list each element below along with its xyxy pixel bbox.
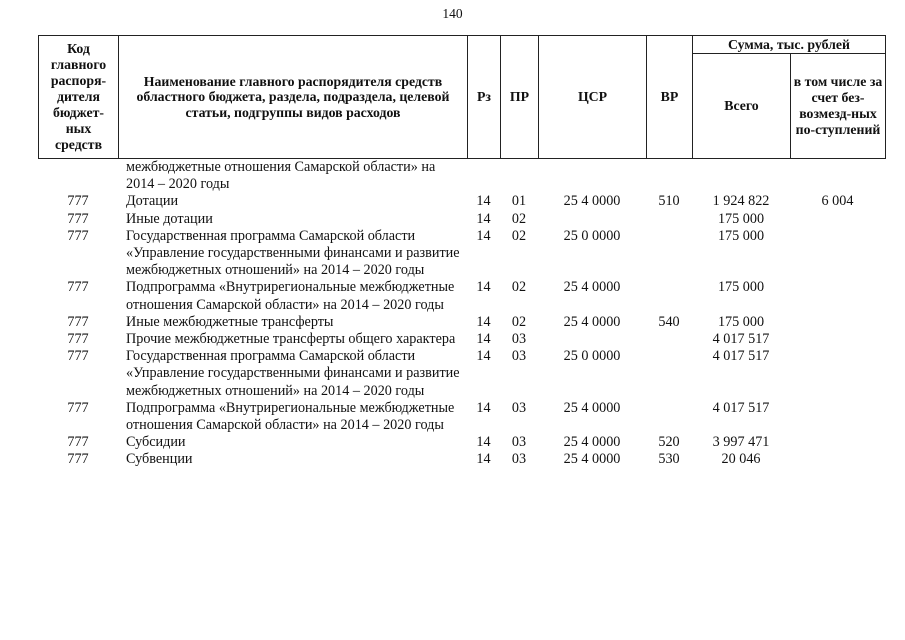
row-pr: 01 [511,193,527,210]
row-vr [646,228,692,280]
row-total: 175 000 [717,279,765,296]
row-vr [646,331,692,348]
table-row [38,400,885,434]
row-csr [538,159,646,193]
row-pr: 03 [511,331,527,348]
row-vr: 530 [658,451,680,468]
row-total: 175 000 [717,210,765,227]
row-rz: 14 [476,451,491,468]
row-name: Иные межбюджетные трансферты [126,313,334,330]
row-rz: 14 [476,434,491,451]
row-free-receipts [790,314,885,331]
row-rz: 14 [476,313,491,330]
row-pr: 02 [511,210,527,227]
row-csr: 25 4 0000 [563,434,621,451]
row-code: 777 [67,399,89,416]
header-free-receipts: в том числе за счет без-возмезд-ных по-ступлений [791,54,886,159]
row-total: 3 997 471 [712,434,770,451]
row-total: 175 000 [717,313,765,330]
row-code: 777 [67,210,89,227]
row-vr [646,400,692,434]
row-csr: 25 4 0000 [563,279,621,296]
row-csr: 25 4 0000 [563,313,621,330]
table-row [38,348,885,400]
header-vr: ВР [647,36,693,159]
row-code: 777 [67,331,89,348]
row-code: 777 [67,279,89,296]
row-vr: 510 [658,193,680,210]
row-pr [500,159,538,193]
row-csr: 25 0 0000 [563,348,621,365]
row-rz: 14 [476,193,491,210]
row-pr: 03 [511,451,527,468]
table-row [38,159,885,193]
row-pr: 03 [511,399,527,416]
row-vr [646,211,692,228]
row-total: 1 924 822 [712,193,770,210]
row-free-receipts [790,400,885,434]
row-vr [646,159,692,193]
row-name: Государственная программа Самарской области «Управление государственными финансами и развитие межбюджетных отношений» на 2014 – 2020 годы [126,227,460,279]
row-total [692,159,790,193]
row-csr: 25 4 0000 [563,193,621,210]
row-name: межбюджетные отношения Самарской области» на 2014 – 2020 годы [126,159,436,193]
row-free-receipts [790,331,885,348]
row-pr: 03 [511,434,527,451]
row-name: Государственная программа Самарской области «Управление государственными финансами и развитие межбюджетных отношений» на 2014 – 2020 годы [126,348,460,399]
row-name: Подпрограмма «Внутрирегиональные межбюджетные отношения Самарской области» на 2014 – 2020 годы [126,399,455,434]
row-name: Прочие межбюджетные трансферты общего характера [126,331,456,348]
row-pr: 03 [511,348,527,365]
table-header [38,35,886,159]
row-total: 4 017 517 [712,399,770,416]
table-row [38,451,885,468]
row-rz: 14 [476,210,491,227]
table-row [38,314,885,331]
row-code: 777 [67,348,89,365]
table-row [38,228,885,280]
row-rz: 14 [476,227,491,244]
row-pr: 02 [511,313,527,330]
row-vr: 520 [658,434,680,451]
row-vr [646,279,692,313]
row-free-receipts [790,228,885,280]
row-csr: 25 4 0000 [563,451,621,468]
row-vr [646,348,692,400]
row-csr: 25 4 0000 [563,399,621,416]
row-total: 4 017 517 [712,331,770,348]
table-row [38,193,885,210]
row-total: 20 046 [721,451,761,468]
row-name: Подпрограмма «Внутрирегиональные межбюджетные отношения Самарской области» на 2014 – 2020 годы [126,279,455,313]
header-csr: ЦСР [539,36,647,159]
row-rz: 14 [476,279,491,296]
table-row [38,331,885,348]
row-code: 777 [67,434,89,451]
row-pr: 02 [511,279,527,296]
row-free-receipts [790,434,885,451]
row-name: Дотации [126,193,179,210]
row-rz: 14 [476,399,491,416]
row-csr [538,211,646,228]
row-vr: 540 [658,313,680,330]
header-name: Наименование главного распорядителя средств областного бюджета, раздела, подраздела, целевой статьи, подгруппы видов расходов [119,36,468,159]
row-code: 777 [67,193,89,210]
header-amount-group: Сумма, тыс. рублей [693,36,886,54]
header-total: Всего [693,54,791,159]
row-free-receipts [790,211,885,228]
row-pr: 02 [511,227,527,244]
row-code: 777 [67,227,89,244]
row-free-receipts: 6 004 [821,193,854,210]
row-rz [467,159,500,193]
row-csr [538,331,646,348]
row-free-receipts [790,279,885,313]
row-name: Субвенции [126,451,193,468]
table-row [38,434,885,451]
row-rz: 14 [476,348,491,365]
row-code [38,159,118,193]
row-rz: 14 [476,331,491,348]
table-row [38,279,885,313]
row-total: 4 017 517 [712,348,770,365]
row-code: 777 [67,313,89,330]
header-pr: ПР [501,36,539,159]
header-rz: Рз [468,36,501,159]
row-free-receipts [790,348,885,400]
row-name: Субсидии [126,434,186,451]
row-total: 175 000 [717,227,765,244]
table-row [38,211,885,228]
row-name: Иные дотации [126,210,213,227]
header-code: Код главного распоря-дителя бюджет-ных средств [39,36,119,159]
row-code: 777 [67,451,89,468]
row-free-receipts [790,451,885,468]
row-free-receipts [790,159,885,193]
row-csr: 25 0 0000 [563,227,621,244]
table-body [38,159,885,469]
page-number: 140 [442,6,463,21]
